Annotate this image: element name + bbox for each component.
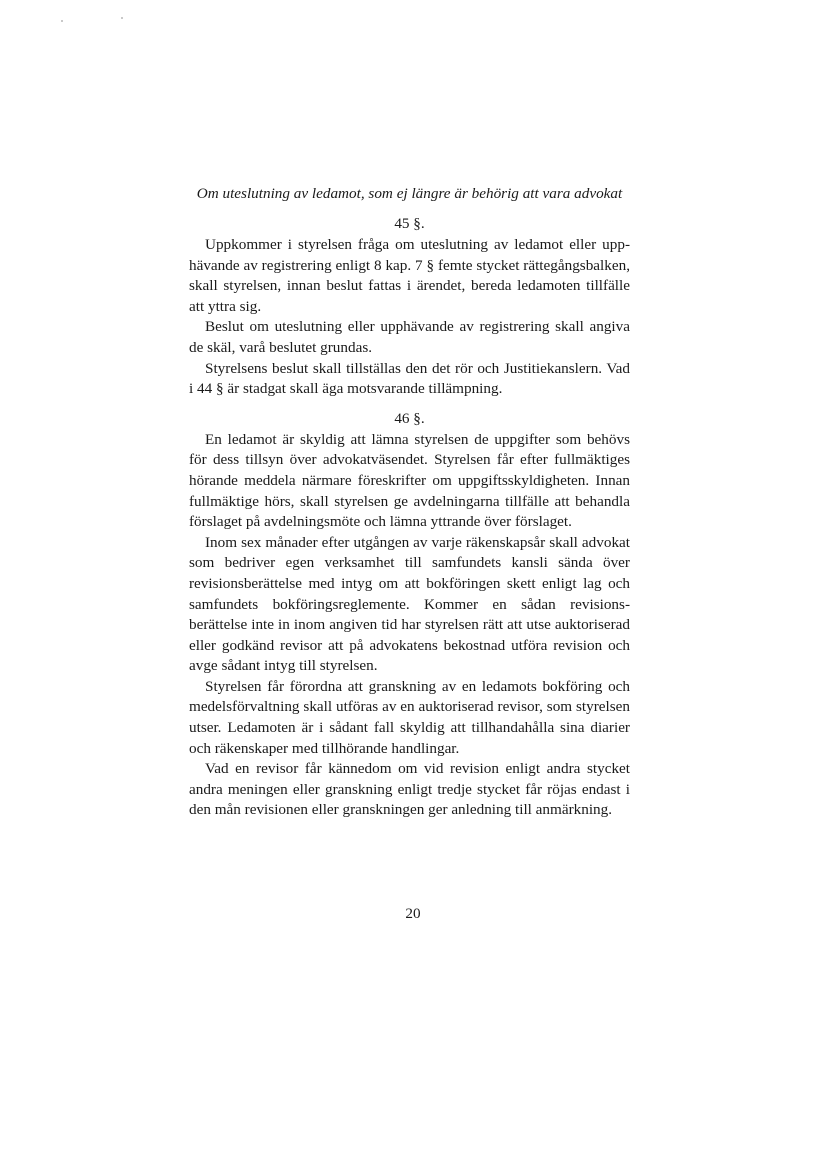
page-number: 20	[405, 905, 421, 922]
scan-speck	[61, 20, 63, 22]
body-text	[189, 183, 630, 829]
paragraph: Styrelsen får förordna att granskning av en ledamots bokföring och medelsförvaltning skall utföras av en auktoriserad revisor, som styrelsen utser. Ledamoten är i sådant fall skyldig att tillhandahålla sina diarier och räkenskaper med tillhörande handlingar.	[189, 677, 630, 757]
paragraph: Beslut om uteslutning eller upphävande av registrering skall angiva de skäl, varå beslutet grundas.	[189, 318, 630, 356]
paragraph: Styrelsens beslut skall tillställas den det rör och Justitiekanslern. Vad i 44 § är stadgat skall äga motsvarande tillämpning.	[189, 359, 630, 398]
paragraph: En ledamot är skyldig att lämna styrelsen de uppgifter som behövs för dess tillsyn över advokatväsendet. Styrelsen får efter fullmäktiges hörande meddela närmare föreskrifter om uppgiftsskyldigheten. Innan fullmäktige hörs, skall styrelsen ge avdelningarna tillfälle att behandla förslaget på avdelningsmöte och lämna yttrande över förslaget.	[189, 430, 630, 531]
scan-speck	[121, 17, 123, 19]
paragraph: Vad en revisor får kännedom om vid revision enligt andra stycket andra meningen eller granskning enligt tredje stycket får röjas endast i den mån revisionen eller granskningen ger anledning till anmärkning.	[189, 760, 630, 819]
section-46	[189, 408, 630, 821]
section-number: 46 §.	[394, 409, 425, 427]
section-number: 45 §.	[394, 215, 425, 232]
section-45	[189, 213, 630, 400]
paragraph: Uppkommer i styrelsen fråga om uteslutning av ledamot eller upphävande av registrering enligt 8 kap. 7 § femte stycket rättegångsbalken, skall styrelsen, innan beslut fattas i ärendet, bereda ledamoten tillfälle att yttra sig.	[189, 236, 630, 315]
chapter-heading: Om uteslutning av ledamot, som ej längre är behörig att vara advokat	[196, 185, 623, 202]
paragraph: Inom sex månader efter utgången av varje räkenskapsår skall advokat som bedriver egen verksamhet till samfundets kansli sända över revisionsberättelse med intyg om att bokföringen skett enligt lag och samfundets bokföringsreglemente. Kommer en sådan revisionsberättelse inte in inom angiven tid har styrelsen rätt att utse auktoriserad eller godkänd revisor att på advokatens bekostnad utföra revision och avge sådant intyg till styrelsen.	[189, 533, 630, 675]
